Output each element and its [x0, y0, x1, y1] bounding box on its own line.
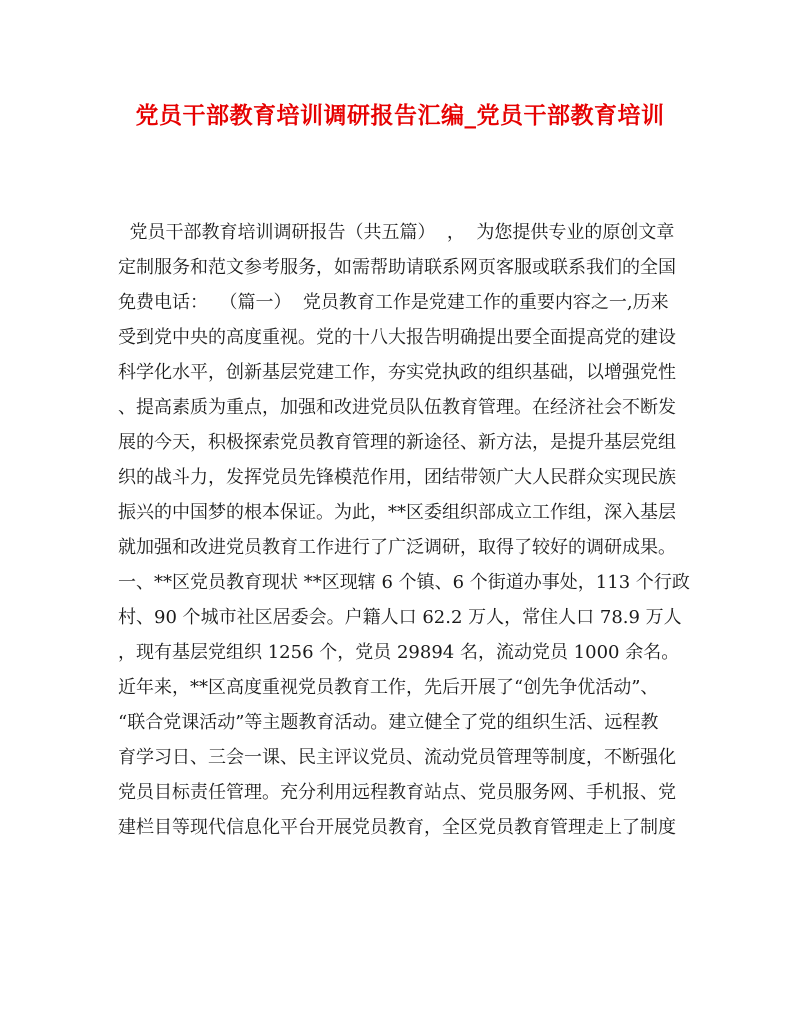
body-line: 村、90 个城市社区居委会。户籍人口 62.2 万人，常住人口 78.9 万人 — [118, 607, 682, 628]
body-line: 定制服务和范文参考服务，如需帮助请联系网页客服或联系我们的全国 — [118, 257, 676, 278]
body-line: 近年来，**区高度重视党员教育工作，先后开展了“创先争优活动”、 — [118, 677, 659, 698]
body-line: 免费电话： （篇一） 党员教育工作是党建工作的重要内容之一,历来 — [118, 292, 669, 313]
body-line: ，现有基层党组织 1256 个，党员 29894 名，流动党员 1000 余名。 — [118, 642, 680, 663]
body-line: 展的今天，积极探索党员教育管理的新途径、新方法，是提升基层党组 — [118, 432, 676, 453]
body-line: 一、**区党员教育现状 **区现辖 6 个镇、6 个街道办事处，113 个行政 — [118, 572, 690, 593]
body-text — [118, 215, 698, 845]
body-line: 织的战斗力，发挥党员先锋模范作用，团结带领广大人民群众实现民族 — [118, 467, 676, 488]
body-line: 育学习日、三会一课、民主评议党员、流动党员管理等制度，不断强化 — [118, 747, 676, 768]
body-line: 党员目标责任管理。充分利用远程教育站点、党员服务网、手机报、党 — [118, 782, 676, 803]
body-line: “联合党课活动”等主题教育活动。建立健全了党的组织生活、远程教 — [118, 712, 659, 733]
body-line: 受到党中央的高度重视。党的十八大报告明确提出要全面提高党的建设 — [118, 327, 676, 348]
body-line: 建栏目等现代信息化平台开展党员教育，全区党员教育管理走上了制度 — [118, 817, 676, 838]
body-line: 振兴的中国梦的根本保证。为此，**区委组织部成立工作组，深入基层 — [118, 502, 676, 523]
body-line: 就加强和改进党员教育工作进行了广泛调研，取得了较好的调研成果。 — [118, 537, 676, 558]
body-line: 、提高素质为重点，加强和改进党员队伍教育管理。在经济社会不断发 — [118, 397, 676, 418]
body-line: 科学化水平，创新基层党建工作，夯实党执政的组织基础，以增强党性 — [118, 362, 676, 383]
page-title: 党员干部教育培训调研报告汇编_党员干部教育培训 — [135, 102, 665, 129]
body-line: 党员干部教育培训调研报告（共五篇） ， 为您提供专业的原创文章 — [118, 222, 675, 243]
